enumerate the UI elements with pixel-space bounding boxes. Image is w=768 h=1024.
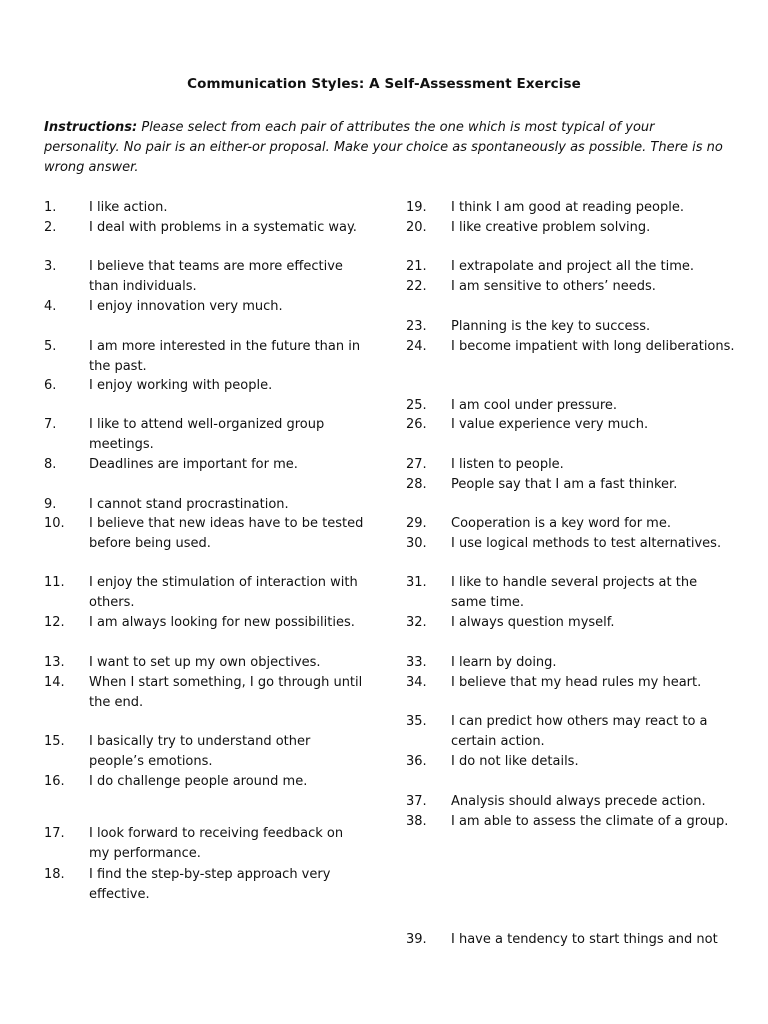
item-number: 32. [406,615,427,630]
item-number: 23. [406,319,427,334]
item-text: I cannot stand procrastination. [89,497,289,512]
item-number: 22. [406,279,427,294]
item-text: When I start something, I go through until the end. [89,675,363,710]
item-text: I am more interested in the future than in the past. [89,339,361,374]
item-number: 26. [406,417,427,432]
item-text: I become impatient with long deliberations. [451,339,735,354]
item-number: 4. [44,299,57,314]
instructions-text: Please select from each pair of attributes the one which is most typical of your personality. No pair is an either-or proposal. Make your choice as spontaneously as possible. There is no wrong answer. [44,120,723,175]
item-text: I am cool under pressure. [451,398,618,413]
item-number: 25. [406,398,427,413]
item-text: I like action. [89,200,168,215]
item-number: 39. [406,932,427,947]
item-text: I look forward to receiving feedback on my performance. [89,826,344,861]
item-text: I think I am good at reading people. [451,200,684,215]
item-text: I have a tendency to start things and not [451,932,718,947]
item-text: I want to set up my own objectives. [89,655,321,670]
item-number: 11. [44,575,65,590]
item-text: I like creative problem solving. [451,220,651,235]
item-text: I listen to people. [451,457,564,472]
item-text: I deal with problems in a systematic way. [89,220,357,235]
item-text: I am sensitive to others’ needs. [451,279,656,294]
item-text: I can predict how others may react to a certain action. [451,714,708,749]
item-number: 34. [406,675,427,690]
item-text: I basically try to understand other people’s emotions. [89,734,311,769]
item-number: 28. [406,477,427,492]
item-number: 16. [44,774,65,789]
item-text: I like to attend well-organized group meetings. [89,417,325,452]
item-number: 8. [44,457,57,472]
item-number: 12. [44,615,65,630]
item-number: 17. [44,826,65,841]
item-text: I use logical methods to test alternatives. [451,536,722,551]
item-number: 20. [406,220,427,235]
item-text: Planning is the key to success. [451,319,651,334]
item-number: 19. [406,200,427,215]
item-number: 6. [44,378,57,393]
item-text: I believe that my head rules my heart. [451,675,702,690]
item-number: 33. [406,655,427,670]
item-number: 5. [44,339,57,354]
instructions-label: Instructions: [44,120,138,135]
item-text: I enjoy innovation very much. [89,299,283,314]
item-number: 7. [44,417,57,432]
item-text: I learn by doing. [451,655,557,670]
item-text: I am always looking for new possibilities. [89,615,355,630]
item-number: 36. [406,754,427,769]
item-number: 3. [44,259,57,274]
item-number: 2. [44,220,57,235]
item-text: I am able to assess the climate of a group. [451,814,729,829]
item-text: People say that I am a fast thinker. [451,477,678,492]
item-number: 21. [406,259,427,274]
item-text: I find the step-by-step approach very effective. [89,867,331,902]
item-text: I do not like details. [451,754,579,769]
item-number: 10. [44,516,65,531]
item-text: I like to handle several projects at the same time. [451,575,698,610]
item-number: 35. [406,714,427,729]
item-text: I enjoy the stimulation of interaction with others. [89,575,358,610]
item-text: Deadlines are important for me. [89,457,298,472]
item-number: 37. [406,794,427,809]
item-text: I enjoy working with people. [89,378,273,393]
item-number: 24. [406,339,427,354]
item-number: 18. [44,867,65,882]
page-title: Communication Styles: A Self-Assessment Exercise [187,76,581,92]
item-text: I value experience very much. [451,417,649,432]
item-number: 9. [44,497,57,512]
instructions-paragraph [44,118,734,178]
item-text: I always question myself. [451,615,615,630]
item-text: I believe that teams are more effective than individuals. [89,259,343,294]
item-number: 31. [406,575,427,590]
item-number: 13. [44,655,65,670]
item-number: 15. [44,734,65,749]
item-number: 27. [406,457,427,472]
item-text: I extrapolate and project all the time. [451,259,694,274]
item-number: 38. [406,814,427,829]
item-number: 29. [406,516,427,531]
item-number: 14. [44,675,65,690]
item-text: Analysis should always precede action. [451,794,706,809]
item-number: 30. [406,536,427,551]
item-number: 1. [44,200,57,215]
item-text: Cooperation is a key word for me. [451,516,671,531]
item-text: I believe that new ideas have to be tested before being used. [89,516,364,551]
item-text: I do challenge people around me. [89,774,308,789]
